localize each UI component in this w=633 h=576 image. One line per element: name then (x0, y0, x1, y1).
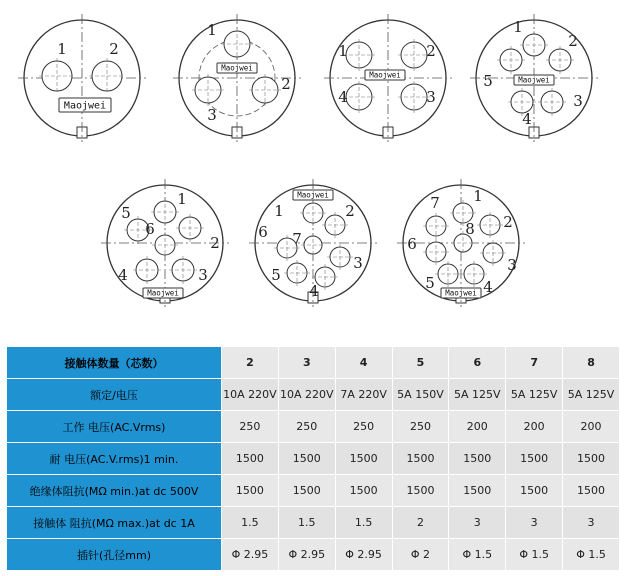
table-cell: 1500 (449, 475, 506, 507)
pin-number: 2 (281, 75, 291, 93)
table-cell: 1500 (563, 475, 620, 507)
table-cell: Φ 2.95 (335, 539, 392, 571)
pin-number: 6 (407, 235, 417, 253)
table-cell: 1500 (335, 443, 392, 475)
table-cell: 1500 (335, 475, 392, 507)
table-header-row (7, 347, 620, 379)
table-cell: 1500 (278, 475, 335, 507)
pin-number: 6 (145, 220, 155, 238)
pin-number: 2 (345, 202, 355, 220)
pin-number: 1 (513, 18, 523, 36)
table-cell: 250 (392, 411, 449, 443)
pin-number: 5 (271, 266, 281, 284)
pin-number: 1 (473, 187, 483, 205)
table-cell: 250 (278, 411, 335, 443)
table-cell: Φ 2 (392, 539, 449, 571)
pin-number: 4 (522, 110, 532, 128)
pin-number: 3 (573, 92, 583, 110)
row-label: 插针(孔径mm) (7, 539, 222, 571)
pin-number: 7 (430, 194, 440, 212)
pin-number: 4 (118, 266, 128, 284)
table-row (7, 507, 620, 539)
table-cell: 1500 (278, 443, 335, 475)
table-cell: 3 (449, 507, 506, 539)
brand-label: Maojwei (147, 288, 179, 298)
pin-number: 1 (207, 21, 217, 39)
table-cell: 5A 150V (392, 379, 449, 411)
table-cell: 10A 220V (278, 379, 335, 411)
row-label: 耐 电压(AC.V.rms)1 min. (7, 443, 222, 475)
column-header: 5 (392, 347, 449, 379)
column-header: 8 (563, 347, 620, 379)
pin-number: 1 (274, 202, 284, 220)
brand-label: Maojwei (297, 190, 329, 200)
pin-number: 4 (309, 282, 319, 300)
brand-label: Maojwei (518, 75, 550, 85)
table-cell: 10A 220V (222, 379, 279, 411)
pin-number: 4 (483, 278, 493, 296)
column-header: 7 (506, 347, 563, 379)
pin-number: 2 (210, 234, 220, 252)
pin-number: 1 (177, 190, 187, 208)
table-cell: 1.5 (335, 507, 392, 539)
connector-4-core (324, 14, 452, 142)
pin-number: 4 (338, 88, 348, 106)
pin-number: 5 (121, 204, 131, 222)
pin-number: 1 (338, 42, 348, 60)
table-cell: 5A 125V (563, 379, 620, 411)
table-cell: Φ 1.5 (563, 539, 620, 571)
table-cell: 1.5 (278, 507, 335, 539)
table-cell: 1500 (222, 475, 279, 507)
row-label: 绝缘体阻抗(MΩ min.)at dc 500V (7, 475, 222, 507)
pin-number: 7 (292, 230, 302, 248)
table-cell: Φ 2.95 (278, 539, 335, 571)
table-cell: 1500 (506, 475, 563, 507)
table-cell: Φ 1.5 (506, 539, 563, 571)
pin-number: 2 (109, 40, 119, 58)
table-cell: 3 (563, 507, 620, 539)
column-header: 6 (449, 347, 506, 379)
column-header: 4 (335, 347, 392, 379)
table-cell: 1500 (506, 443, 563, 475)
table-row (7, 475, 620, 507)
table-cell: 5A 125V (506, 379, 563, 411)
table-cell: Φ 1.5 (449, 539, 506, 571)
table-cell: 250 (222, 411, 279, 443)
table-cell: 7A 220V (335, 379, 392, 411)
table-cell: 1500 (392, 443, 449, 475)
column-header: 3 (278, 347, 335, 379)
table-cell: 200 (449, 411, 506, 443)
pin-number: 3 (426, 88, 436, 106)
connector-6-core (101, 179, 229, 307)
brand-label: Maojwei (369, 70, 401, 80)
table-cell: 1500 (563, 443, 620, 475)
connector-5-core (470, 14, 598, 142)
table-cell: 200 (563, 411, 620, 443)
pin-number: 2 (568, 32, 578, 50)
row-label: 工作 电压(AC.Vrms) (7, 411, 222, 443)
pin-number: 2 (503, 213, 513, 231)
table-row (7, 379, 620, 411)
table-cell: Φ 2.95 (222, 539, 279, 571)
pin-number: 8 (465, 220, 475, 238)
brand-label: Maojwei (445, 288, 477, 298)
row-label: 额定/电压 (7, 379, 222, 411)
connector-2-core (18, 14, 146, 142)
brand-label: Maojwei (221, 63, 253, 73)
table-cell: 200 (506, 411, 563, 443)
connector-3-core (173, 14, 301, 142)
pin-number: 1 (57, 40, 67, 58)
pin-number: 5 (483, 72, 493, 90)
table-row (7, 443, 620, 475)
pin-number: 3 (507, 256, 517, 274)
header-cell: 接触体数量（芯数） (7, 347, 222, 379)
table-cell: 5A 125V (449, 379, 506, 411)
row-label: 接触体 阻抗(MΩ max.)at dc 1A (7, 507, 222, 539)
pin-number: 5 (425, 274, 435, 292)
table-cell: 1.5 (222, 507, 279, 539)
pin-number: 6 (258, 223, 268, 241)
column-header: 2 (222, 347, 279, 379)
pin-number: 3 (353, 254, 363, 272)
pin-number: 2 (426, 42, 436, 60)
connector-7-core (249, 179, 377, 307)
table-row (7, 411, 620, 443)
table-row (7, 539, 620, 571)
table-cell: 2 (392, 507, 449, 539)
table-cell: 1500 (222, 443, 279, 475)
table-cell: 250 (335, 411, 392, 443)
brand-label: Maojwei (63, 100, 107, 112)
connector-8-core (397, 179, 525, 307)
table-cell: 1500 (449, 443, 506, 475)
table-cell: 3 (506, 507, 563, 539)
pin-number: 3 (207, 106, 217, 124)
spec-table (6, 346, 620, 571)
pin-number: 3 (198, 266, 208, 284)
table-cell: 1500 (392, 475, 449, 507)
